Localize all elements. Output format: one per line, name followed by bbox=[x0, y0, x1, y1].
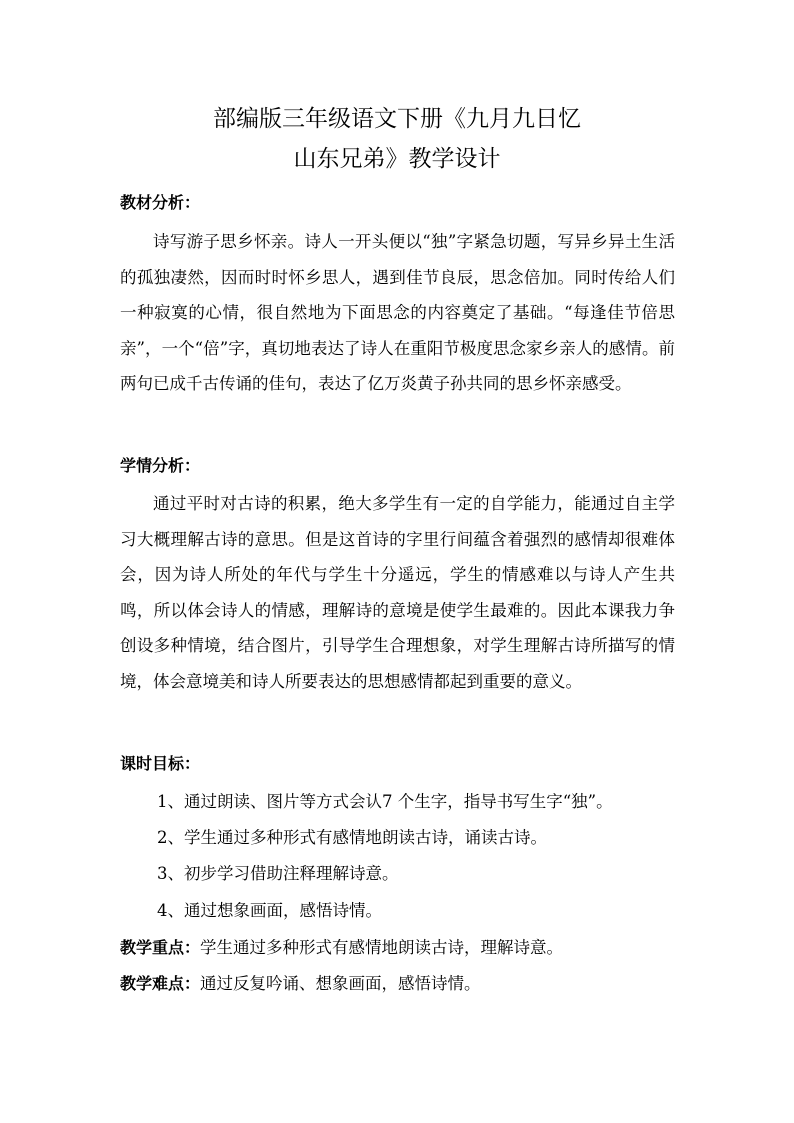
lesson-goal-item-3: 3、初步学习借助注释理解诗意。 bbox=[157, 864, 399, 883]
material-analysis-heading: 教材分析： bbox=[120, 193, 201, 212]
lesson-goal-item-4: 4、通过想象画面，感悟诗情。 bbox=[157, 901, 382, 920]
key-point-line bbox=[120, 938, 563, 958]
student-analysis-heading: 学情分析： bbox=[120, 456, 201, 475]
document-title-line1: 部编版三年级语文下册《九月九日忆 bbox=[213, 106, 581, 132]
lesson-goal-item-2: 2、学生通过多种形式有感情地朗读古诗，诵读古诗。 bbox=[157, 828, 547, 847]
difficult-point-text: 通过反复吟诵、想象画面，感悟诗情。 bbox=[200, 974, 481, 993]
material-analysis-paragraph: 诗写游子思乡怀亲。诗人一开头便以“独”字紧急切题，写异乡异土生活的孤独凄然，因而时时怀乡思人，遇到佳节良辰，思念倍加。同时传给人们一种寂寞的心情，很自然地为下面思念的内容奠定了基础。“每逢佳节倍思亲”，一个“倍”字，真切地表达了诗人在重阳节极度思念家乡亲人的感情。前两句已成千古传诵的佳句，表达了亿万炎黄子孙共同的思乡怀亲感受。 bbox=[120, 232, 675, 393]
key-point-text: 学生通过多种形式有感情地朗读古诗，理解诗意。 bbox=[200, 938, 564, 957]
key-point-label: 教学重点： bbox=[120, 938, 201, 957]
student-analysis-paragraph: 通过平时对古诗的积累，绝大多学生有一定的自学能力，能通过自主学习大概理解古诗的意思。但是这首诗的字里行间蕴含着强烈的感情却很难体会，因为诗人所处的年代与学生十分遥远，学生的情感难以与诗人产生共鸣，所以体会诗人的情感，理解诗的意境是使学生最难的。因此本课我力争创设多种情境，结合图片，引导学生合理想象，对学生理解古诗所描写的情境，体会意境美和诗人所要表达的思想感情都起到重要的意义。 bbox=[120, 494, 675, 691]
difficult-point-line bbox=[120, 974, 481, 994]
lesson-goals-heading: 课时目标： bbox=[120, 754, 201, 773]
document-title-line2: 山东兄弟》教学设计 bbox=[293, 146, 501, 172]
lesson-goal-item-1: 1、通过朗读、图片等方式会认7 个生字，指导书写生字“独”。 bbox=[157, 792, 613, 811]
difficult-point-label: 教学难点： bbox=[120, 974, 201, 993]
